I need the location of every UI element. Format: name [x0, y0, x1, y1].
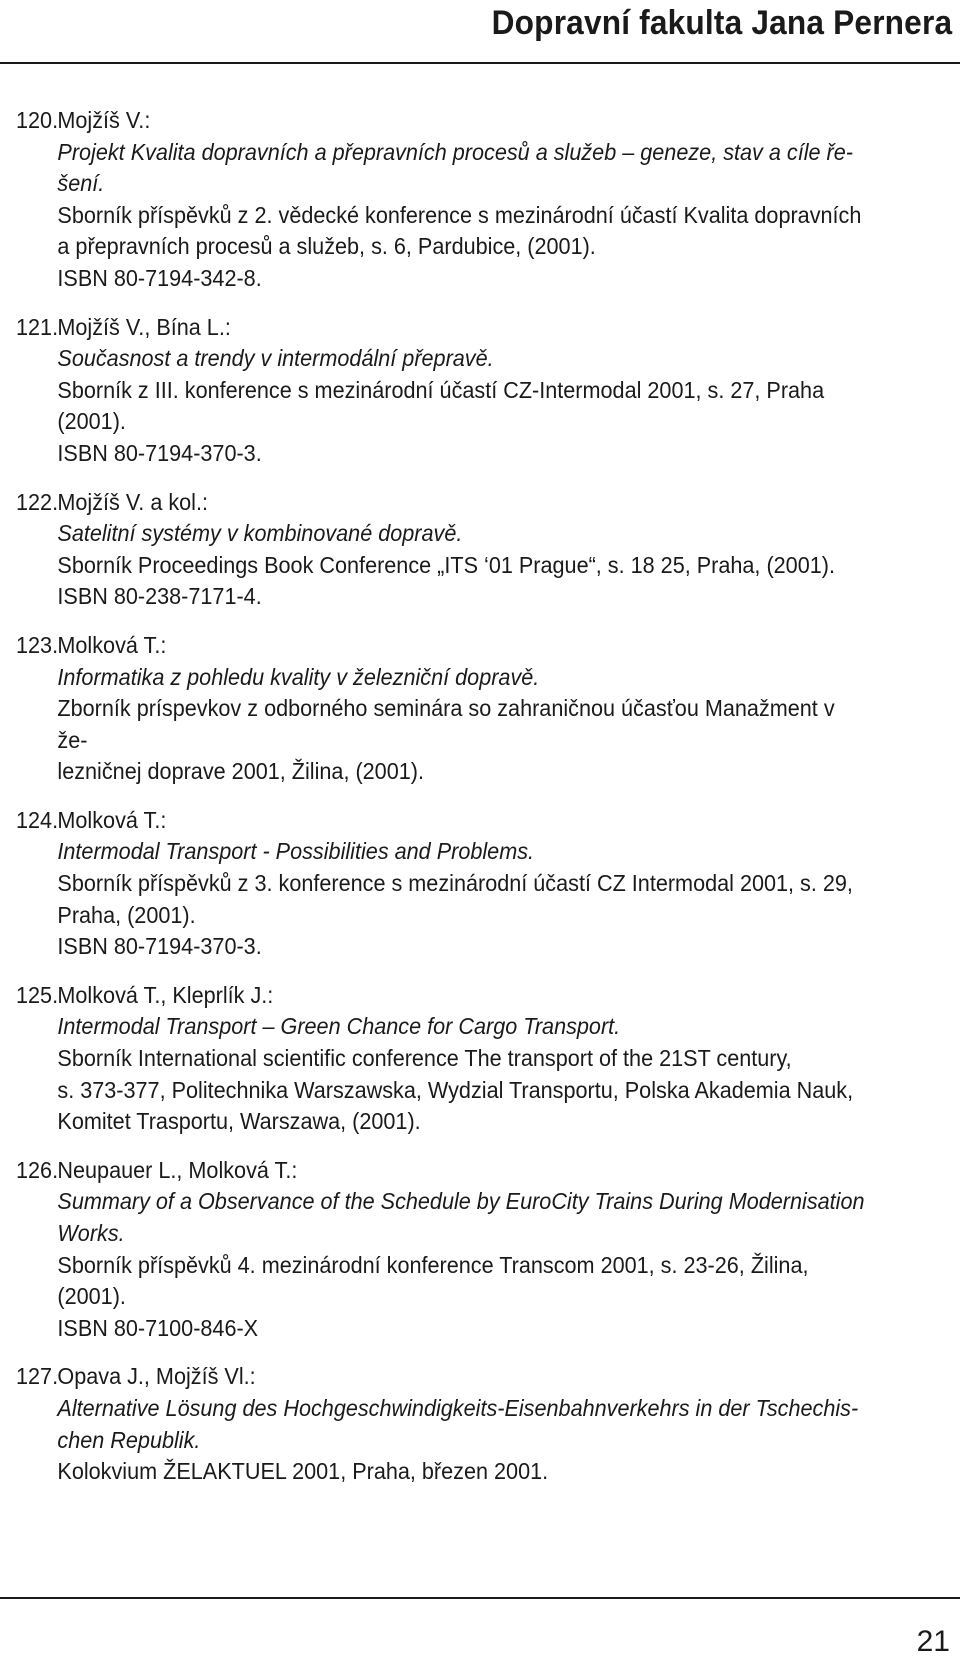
- entry-body: [16, 662, 867, 788]
- entry-detail-line: ISBN 80-7100-846-X: [57, 1314, 259, 1341]
- entry-number: 126.: [16, 1156, 59, 1183]
- entry-detail-line: Sborník z III. konference s mezinárodní účastí CZ-Intermodal 2001, s. 27, Praha: [57, 376, 825, 403]
- entry-detail-line: a přepravních procesů a služeb, s. 6, Pardubice, (2001).: [57, 233, 596, 260]
- entry-authors: Molková T., Kleprlík J.:: [57, 981, 274, 1008]
- entry-number: 120.: [16, 107, 59, 133]
- entry-detail-line: Zborník príspevkov z odborného seminára so zahraničnou účasťou Manažment v že-: [57, 695, 835, 753]
- entry-detail-line: (2001).: [57, 408, 126, 435]
- bibliography-entry: [16, 105, 952, 295]
- entry-body: [16, 836, 867, 962]
- entry-body: [16, 1393, 867, 1488]
- bibliography-entry: [16, 630, 952, 788]
- entry-authors: Mojžíš V.:: [57, 107, 151, 133]
- entry-body: [16, 1186, 867, 1344]
- entry-detail-line: ISBN 80-7194-370-3.: [57, 439, 262, 466]
- entry-detail-line: Sborník příspěvků 4. mezinárodní konference Transcom 2001, s. 23-26, Žilina, (2001).: [57, 1251, 809, 1310]
- entry-detail-line: Sborník příspěvků z 3. konference s mezinárodní účastí CZ Intermodal 2001, s. 29,: [57, 870, 853, 897]
- entry-detail-line: s. 373-377, Politechnika Warszawska, Wydzial Transportu, Polska Akademia Nauk,: [57, 1076, 854, 1103]
- entry-number: 123.: [16, 631, 59, 658]
- entry-authors: Neupauer L., Molková T.:: [57, 1156, 298, 1183]
- entry-body: [16, 343, 867, 469]
- entry-number: 122.: [16, 488, 59, 515]
- entry-title-line: Informatika z pohledu kvality v železniční dopravě.: [57, 663, 540, 690]
- entry-heading: [16, 487, 952, 519]
- page-header-title: Dopravní fakulta Jana Pernera: [491, 4, 952, 42]
- bibliography-entry: [16, 805, 952, 963]
- entry-detail-line: Kolokvium ŽELAKTUEL 2001, Praha, březen 2001.: [57, 1458, 549, 1485]
- page-number: 21: [916, 1625, 950, 1658]
- bibliography-list: [16, 105, 952, 1505]
- entry-detail-line: lezničnej doprave 2001, Žilina, (2001).: [57, 758, 424, 785]
- entry-body: [16, 518, 867, 613]
- entry-detail-line: Sborník příspěvků z 2. vědecké konference s mezinárodní účastí Kvalita dopravních: [57, 201, 862, 228]
- entry-heading: [16, 312, 952, 344]
- entry-title-line: Satelitní systémy v kombinované dopravě.: [57, 520, 463, 547]
- entry-heading: [16, 805, 952, 837]
- entry-detail-line: Praha, (2001).: [57, 901, 196, 928]
- footer-divider: [0, 1597, 960, 1599]
- bibliography-entry: [16, 487, 952, 613]
- entry-detail-line: ISBN 80-238-7171-4.: [57, 583, 262, 610]
- entry-detail-line: Sborník International scientific conference The transport of the 21ST century,: [57, 1045, 792, 1072]
- entry-detail-line: Sborník Proceedings Book Conference „ITS ‘01 Prague“, s. 18 25, Praha, (2001).: [57, 551, 835, 578]
- entry-heading: [16, 1361, 952, 1393]
- entry-title-line: Summary of a Observance of the Schedule by EuroCity Trains During Modernisation: [57, 1188, 865, 1215]
- entry-body: [16, 137, 867, 295]
- bibliography-entry: [16, 312, 952, 470]
- entry-heading: [16, 105, 952, 137]
- entry-title-line: Works.: [57, 1220, 125, 1246]
- entry-authors: Mojžíš V. a kol.:: [57, 488, 209, 515]
- entry-authors: Mojžíš V., Bína L.:: [57, 313, 231, 340]
- entry-heading: [16, 630, 952, 662]
- entry-title-line: Projekt Kvalita dopravních a přepravních procesů a služeb – geneze, stav a cíle ře-: [57, 138, 853, 165]
- entry-title-line: Intermodal Transport – Green Chance for Cargo Transport.: [57, 1013, 621, 1040]
- header-divider: [0, 62, 960, 64]
- bibliography-entry: [16, 980, 952, 1138]
- entry-detail-line: Komitet Trasportu, Warszawa, (2001).: [57, 1108, 421, 1135]
- entry-detail-line: ISBN 80-7194-342-8.: [57, 264, 262, 291]
- entry-number: 125.: [16, 981, 59, 1008]
- entry-authors: Opava J., Mojžíš Vl.:: [57, 1363, 256, 1390]
- entry-authors: Molková T.:: [57, 631, 167, 658]
- entry-heading: [16, 980, 952, 1012]
- entry-heading: [16, 1155, 952, 1187]
- entry-body: [16, 1011, 867, 1137]
- entry-title-line: chen Republik.: [57, 1426, 201, 1453]
- entry-title-line: šení.: [57, 170, 105, 197]
- entry-title-line: Současnost a trendy v intermodální přepravě.: [57, 345, 494, 372]
- bibliography-entry: [16, 1155, 952, 1345]
- entry-number: 121.: [16, 313, 59, 340]
- entry-detail-line: ISBN 80-7194-370-3.: [57, 933, 262, 960]
- entry-title-line: Intermodal Transport - Possibilities and Problems.: [57, 838, 535, 865]
- bibliography-entry: [16, 1361, 952, 1487]
- entry-title-line: Alternative Lösung des Hochgeschwindigkeits-Eisenbahnverkehrs in der Tschechis-: [57, 1394, 859, 1421]
- entry-number: 127.: [16, 1363, 59, 1390]
- entry-number: 124.: [16, 806, 59, 833]
- entry-authors: Molková T.:: [57, 806, 167, 833]
